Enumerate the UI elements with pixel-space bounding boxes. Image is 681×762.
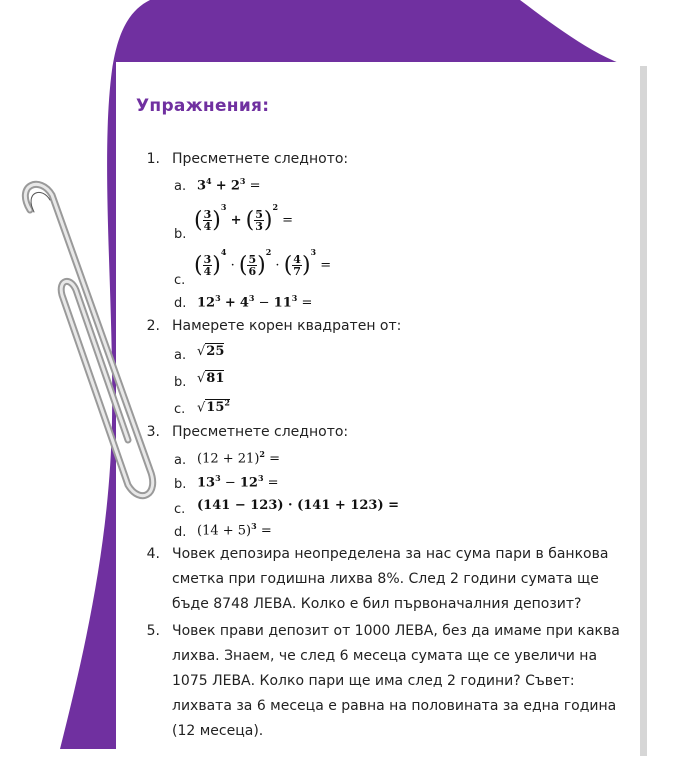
sub-label: c.: [174, 273, 186, 288]
math-expression-1d: $12^3 + 4^3 - 11^3$ =: [197, 293, 313, 311]
card-shadow: [640, 66, 647, 756]
sub-label: a.: [174, 179, 187, 194]
math-expression-2a: √25: [197, 344, 225, 359]
math-expression-2c: $√15^2$: [197, 398, 230, 416]
sub-label: b.: [174, 227, 187, 242]
sub-label: a.: [174, 348, 187, 363]
math-expression-3a: $(12 + 21)^2$ =: [197, 449, 281, 467]
sub-label: d.: [174, 525, 187, 540]
math-expression-3d: $(14 + 5)^3$ =: [197, 521, 272, 539]
list-number: 4.: [146, 546, 160, 562]
math-expression-2b: √81: [197, 371, 225, 386]
math-expression-1a: $3^4 + 2^3$ =: [197, 176, 261, 194]
sub-label: c.: [174, 402, 186, 417]
list-item-text: Пресметнете следното:: [172, 151, 349, 167]
word-problem-5: Човек прави депозит от 1000 ЛЕВА, без да имаме при каква лихва. Знаем, че след 6 месеца сумата ще се увеличи на 1075 ЛЕВА. Колко пари ще има след 2 години? Съвет: лихвата за 6 месеца е равна на половината за една година (12 месеца).: [172, 623, 620, 739]
list-number: 1.: [146, 151, 160, 167]
list-number: 3.: [146, 424, 160, 440]
math-expression-3b: $13^3 - 12^3$ =: [197, 473, 279, 491]
math-expression-3c: (141 − 123) · (141 + 123) =: [197, 498, 400, 513]
sub-label: c.: [174, 502, 186, 517]
math-expression-1b: ( $\frac{3}{4}$ )$^3$ + ( $\frac{5}{3}$ )$^2$ =: [194, 202, 294, 233]
list-item-text: Намерете корен квадратен от:: [172, 318, 402, 334]
sub-label: d.: [174, 296, 187, 311]
sub-label: b.: [174, 375, 187, 390]
list-number: 5.: [146, 623, 160, 639]
page-title: Упражнения:: [136, 96, 270, 116]
sub-label: b.: [174, 477, 187, 492]
word-problem-4: Човек депозира неопределена за нас сума пари в банкова сметка при годишна лихва 8%. След 2 години сумата ще бъде 8748 ЛЕВА. Колко е бил първоначалния депозит?: [172, 546, 609, 612]
list-number: 2.: [146, 318, 160, 334]
math-expression-1c: ( $\frac{3}{4}$ )$^4$ · ( $\frac{5}{6}$ )$^2$ · ( $\frac{4}{7}$ )$^3$ =: [194, 247, 332, 278]
list-item-text: Пресметнете следното:: [172, 424, 349, 440]
sub-label: a.: [174, 453, 187, 468]
